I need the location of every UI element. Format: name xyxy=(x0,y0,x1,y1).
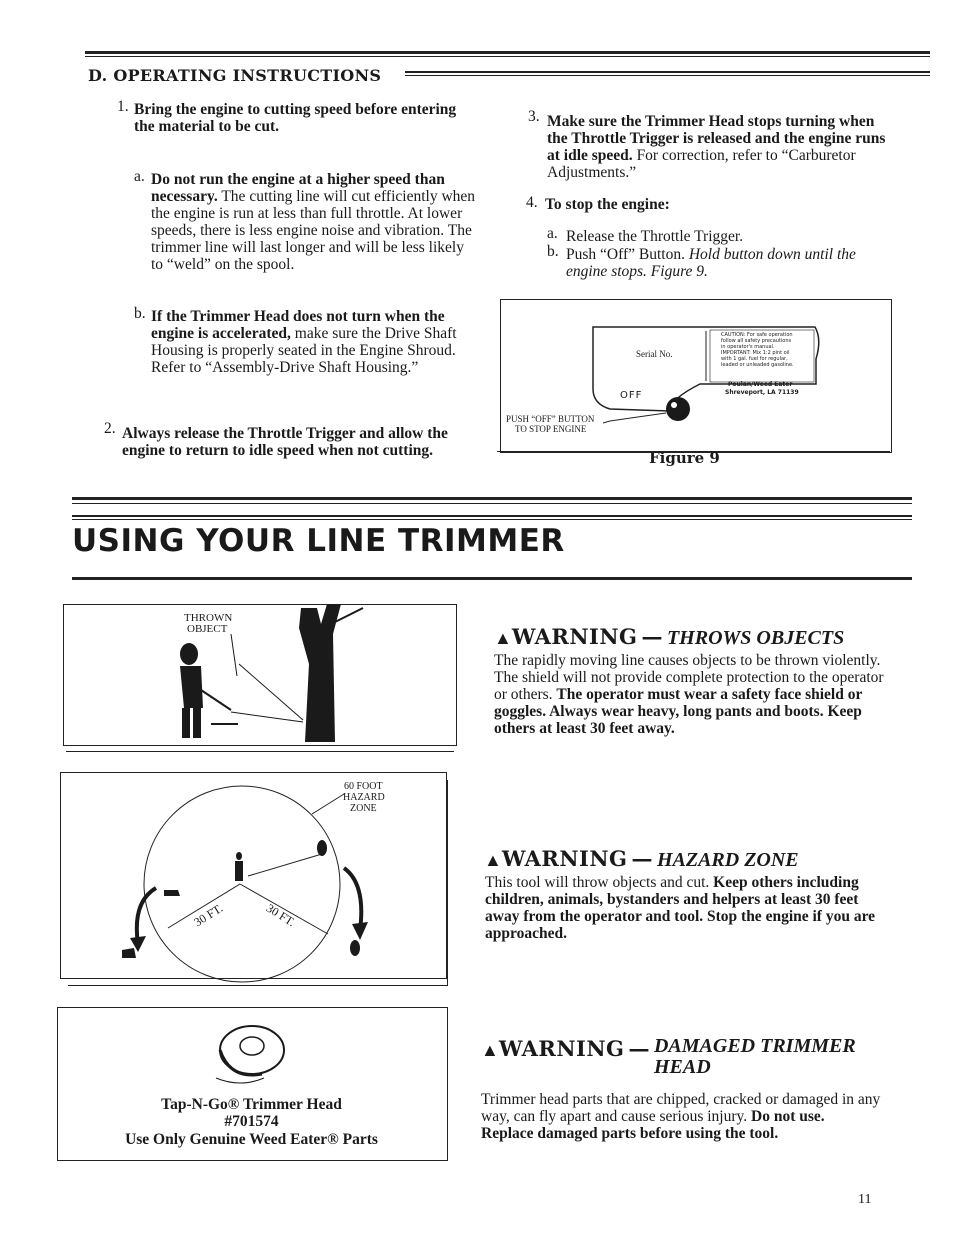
warning-triangle-icon: ▲ xyxy=(481,1040,499,1060)
illus2-label-1: 60 FOOT xyxy=(344,781,383,792)
caution-line: CAUTION: For safe operation xyxy=(721,332,793,338)
figure9-off: OFF xyxy=(620,390,643,401)
figure9-push-label-2: TO STOP ENGINE xyxy=(515,424,587,434)
warning1-body xyxy=(494,652,889,737)
title-rule-top-thin xyxy=(72,503,912,504)
item1b-text xyxy=(151,308,476,376)
top-rule-right-2 xyxy=(405,75,930,76)
illus2-dim-right: 30 FT. xyxy=(263,900,298,930)
item1a-bold: Do not run the engine at a higher speed than necessary. xyxy=(151,171,445,205)
illus2-label-3: ZONE xyxy=(350,803,377,814)
item1-number: 1. xyxy=(117,98,129,115)
warning1-dash: — xyxy=(641,624,663,649)
caution-line: with 1 gal. fuel for regular, xyxy=(721,356,788,362)
figure9-caption: Figure 9 xyxy=(649,449,720,467)
caution-line: leaded or unleaded gasoline. xyxy=(721,362,794,368)
caution-line: in operator's manual. xyxy=(721,344,775,350)
page-title: USING YOUR LINE TRIMMER xyxy=(72,523,575,559)
warning1-heading xyxy=(494,624,844,650)
item1-text: Bring the engine to cutting speed before entering the material to be cut. xyxy=(134,101,457,135)
item4a-text: Release the Throttle Trigger. xyxy=(566,228,744,245)
item4b-label: b. xyxy=(547,243,559,260)
item4a-label: a. xyxy=(547,225,558,242)
caution-line: IMPORTANT: Mix 1:2 pint oil xyxy=(721,350,790,356)
illus2-drawing xyxy=(60,772,450,987)
figure9-maker-1: Poulan/Weed Eater xyxy=(728,381,793,388)
illus3-line2: #701574 xyxy=(224,1113,279,1130)
title-rule-top-thick xyxy=(72,497,912,500)
warning2-body xyxy=(485,874,885,942)
trimmer-head-drawing xyxy=(210,1022,290,1092)
item4b-body: Push “Off” Button. xyxy=(566,246,685,263)
warning3-word: WARNING xyxy=(498,1036,625,1061)
illus2-dim-left: 30 FT. xyxy=(191,900,226,930)
warning1-bold: The operator must wear a safety face shield or goggles. Always wear heavy, long pants and boots. Keep others at least 30 feet away. xyxy=(494,686,863,737)
warning-triangle-icon: ▲ xyxy=(494,628,512,648)
item1b-body: make sure the Drive Shaft Housing is properly seated in the Engine Shroud. Refer to “Assembly-Drive Shaft Housing.” xyxy=(151,325,457,376)
warning3-body xyxy=(481,1091,881,1142)
item4-text: To stop the engine: xyxy=(545,196,670,213)
item2-text: Always release the Throttle Trigger and allow the engine to return to idle speed when not cutting. xyxy=(122,425,448,459)
item1a-text xyxy=(151,171,476,273)
warning3-text: Trimmer head parts that are chipped, cracked or damaged in any way, can fly apart and cause serious injury. xyxy=(481,1091,881,1125)
figure9-push-label-1: PUSH “OFF” BUTTON xyxy=(506,414,595,424)
warning3-sub: DAMAGED TRIMMER HEAD xyxy=(653,1035,856,1078)
item3-bold: Make sure the Trimmer Head stops turning when the Throttle Trigger is released and the engine runs at idle speed. xyxy=(547,113,886,164)
warning2-sub: HAZARD ZONE xyxy=(656,849,799,871)
warning2-text: This tool will throw objects and cut. xyxy=(485,874,710,891)
illus3-line3: Use Only Genuine Weed Eater® Parts xyxy=(125,1131,378,1148)
item1b-bold: If the Trimmer Head does not turn when the engine is accelerated, xyxy=(151,308,445,342)
top-rule-thick xyxy=(85,51,930,54)
warning1-word: WARNING xyxy=(511,624,638,649)
item3-text xyxy=(547,113,897,181)
title-rule-right-2 xyxy=(72,519,912,520)
item2-number: 2. xyxy=(104,420,116,437)
illus1-label-1: THROWN xyxy=(184,612,233,624)
item1a-label: a. xyxy=(134,168,145,185)
illus1-drawing xyxy=(63,604,457,746)
item4-number: 4. xyxy=(526,194,538,211)
warning1-text: The rapidly moving line causes objects to be thrown violently. The shield will not provide complete protection to the operator or others. xyxy=(494,652,884,703)
item3-number: 3. xyxy=(528,108,540,125)
illus2-label-2: HAZARD xyxy=(343,792,385,803)
item3-body: For correction, refer to “Carburetor Adjustments.” xyxy=(547,147,856,181)
figure9-maker-2: Shreveport, LA 71139 xyxy=(725,389,799,396)
page-number: 11 xyxy=(858,1192,872,1207)
warning-triangle-icon: ▲ xyxy=(484,850,502,870)
figure9-caution xyxy=(721,332,811,368)
warning2-dash: — xyxy=(631,846,653,871)
item4b-italic: Hold button down until the engine stops. Figure 9. xyxy=(566,246,856,280)
illus1-label-2: OBJECT xyxy=(187,623,228,635)
title-rule-right xyxy=(72,515,912,517)
figure9-serial: Serial No. xyxy=(636,349,673,359)
caution-line: follow all safety precautions xyxy=(721,338,792,344)
warning2-bold: Keep others including children, animals, bystanders and helpers at least 30 feet away from the operator and tool. Stop the engine if you are approached. xyxy=(485,874,876,942)
item1b-label: b. xyxy=(134,305,146,322)
warning1-sub: THROWS OBJECTS xyxy=(666,627,845,649)
section-heading: D. OPERATING INSTRUCTIONS xyxy=(88,66,382,85)
title-rule-bottom xyxy=(72,577,912,580)
top-rule-right xyxy=(405,71,930,73)
illus1-shadow-bottom xyxy=(66,751,454,752)
top-rule-thin xyxy=(85,56,930,57)
warning3-dash: — xyxy=(628,1036,650,1061)
warning2-heading xyxy=(484,846,799,872)
illus3-line1: Tap-N-Go® Trimmer Head xyxy=(161,1096,342,1113)
item4b-text xyxy=(566,246,901,280)
warning3-heading xyxy=(481,1036,891,1078)
warning3-bold: Do not use. Replace damaged parts before using the tool. xyxy=(481,1108,825,1142)
item1a-body: The cutting line will cut efficiently when the engine is run at less than full throttle. At lower speeds, there is less engine noise and vibration. The trimmer line will last longer and will be less likely to “weld” on the spool. xyxy=(151,188,476,273)
warning2-word: WARNING xyxy=(501,846,628,871)
